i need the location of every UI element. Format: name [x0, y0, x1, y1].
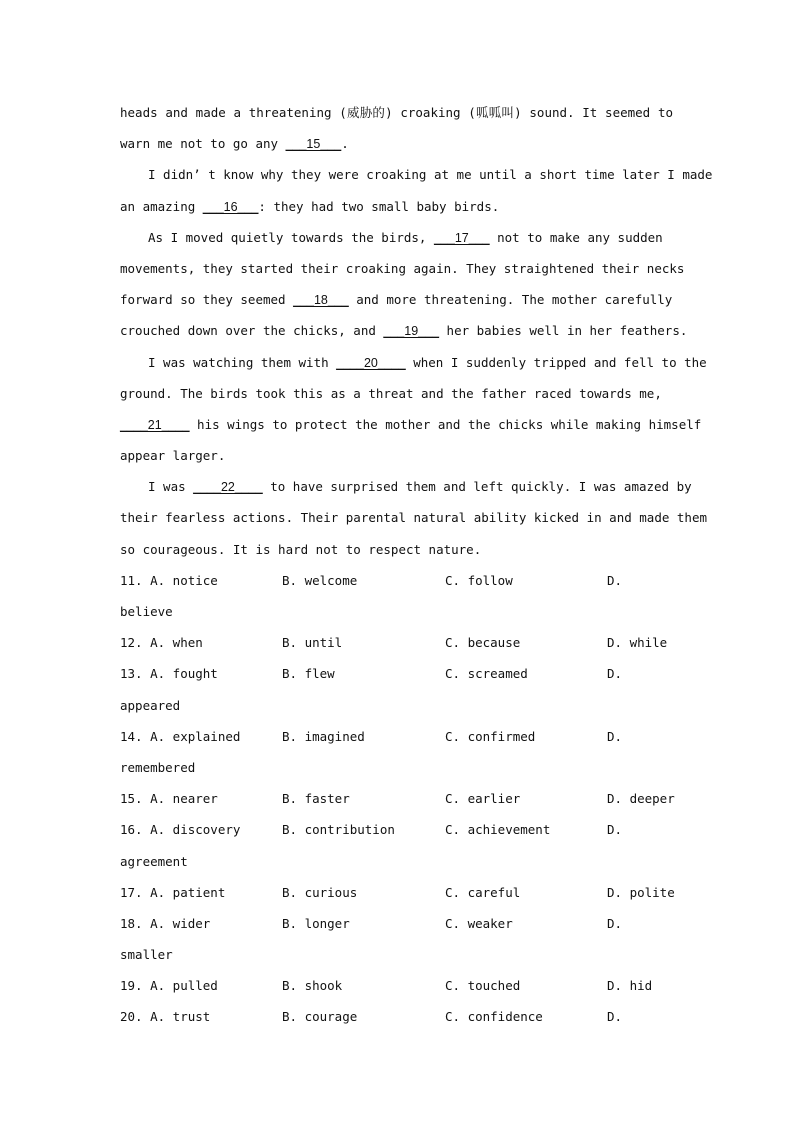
passage-line: heads and made a threatening (威胁的) croaking (呱呱叫) sound. It seemed to: [120, 105, 673, 120]
blank-22: ____22____: [193, 480, 263, 495]
option-a: 11. A. notice: [120, 572, 218, 588]
blank-16: ___16___: [202, 199, 259, 214]
question-list: [120, 568, 680, 1036]
question-row: [120, 661, 680, 692]
option-d: D. polite: [607, 884, 675, 900]
option-c: C. earlier: [445, 791, 521, 807]
option-c: C. screamed: [445, 666, 528, 682]
option-d: D.: [607, 728, 623, 744]
question-row: [120, 817, 680, 848]
option-d: D.: [607, 666, 623, 682]
option-d: D.: [607, 1009, 623, 1025]
option-a: 19. A. pulled: [120, 978, 218, 994]
question-row: [120, 880, 680, 911]
passage-line: crouched down over the chicks, and ___19___ her babies well in her feathers.: [120, 323, 688, 339]
option-a: 18. A. wider: [120, 915, 211, 931]
question-row: [120, 1004, 680, 1035]
option-a: 16. A. discovery: [120, 822, 241, 838]
option-a: 20. A. trust: [120, 1009, 211, 1025]
passage-line: movements, they started their croaking again. They straightened their necks: [120, 260, 685, 276]
option-b: B. longer: [282, 915, 350, 931]
option-d: D.: [607, 915, 623, 931]
passage-line: I didn’ t know why they were croaking at me until a short time later I made: [148, 167, 713, 183]
option-b: B. curious: [282, 884, 358, 900]
option-c: C. touched: [445, 978, 521, 994]
question-row: [120, 568, 680, 599]
blank-18: ___18___: [293, 293, 349, 308]
option-c: C. follow: [445, 572, 513, 588]
question-row: [120, 630, 680, 661]
blank-20: ____20____: [336, 355, 406, 370]
option-d-wrap: agreement: [120, 853, 188, 869]
passage-line: I was ____22____ to have surprised them and left quickly. I was amazed by: [148, 479, 692, 495]
question-row: [120, 911, 680, 942]
option-c: C. because: [445, 635, 521, 651]
option-d: D. deeper: [607, 791, 675, 807]
option-d-wrap: remembered: [120, 759, 196, 775]
option-c: C. confidence: [445, 1009, 543, 1025]
passage-line: so courageous. It is hard not to respect nature.: [120, 541, 482, 557]
option-a: 17. A. patient: [120, 884, 226, 900]
question-row: [120, 724, 680, 755]
passage-line: I was watching them with ____20____ when I suddenly tripped and fell to the: [148, 354, 707, 370]
passage: [120, 100, 713, 568]
option-a: 15. A. nearer: [120, 791, 218, 807]
blank-19: ___19___: [383, 324, 440, 339]
blank-17: ___17___: [433, 230, 490, 245]
option-d-wrap: smaller: [120, 947, 173, 963]
option-a: 12. A. when: [120, 635, 203, 651]
passage-line: ____21____ his wings to protect the mother and the chicks while making himself: [120, 416, 702, 432]
option-d: D. hid: [607, 978, 653, 994]
passage-line: appear larger.: [120, 448, 226, 464]
option-a: 13. A. fought: [120, 666, 218, 682]
option-c: C. careful: [445, 884, 521, 900]
option-d: D.: [607, 822, 623, 838]
option-b: B. faster: [282, 791, 350, 807]
option-d: D. while: [607, 635, 668, 651]
option-d-wrap: believe: [120, 604, 173, 619]
option-b: B. imagined: [282, 728, 365, 744]
passage-line: their fearless actions. Their parental natural ability kicked in and made them: [120, 510, 707, 526]
passage-line: an amazing ___16___: they had two small baby birds.: [120, 198, 500, 214]
option-c: C. confirmed: [445, 728, 536, 744]
option-b: B. courage: [282, 1009, 358, 1025]
passage-line: ground. The birds took this as a threat and the father raced towards me,: [120, 385, 662, 401]
option-d: D.: [607, 572, 623, 588]
option-a: 14. A. explained: [120, 728, 241, 744]
passage-line: warn me not to go any ___15___.: [120, 136, 349, 152]
blank-21: ____21____: [120, 417, 190, 432]
blank-15: ___15___: [285, 137, 342, 152]
option-b: B. welcome: [282, 572, 358, 588]
option-b: B. contribution: [282, 822, 395, 838]
option-c: C. achievement: [445, 822, 551, 838]
document-page: [120, 100, 713, 1036]
option-b: B. shook: [282, 978, 343, 994]
passage-line: forward so they seemed ___18___ and more threatening. The mother carefully: [120, 292, 673, 308]
option-d-wrap: appeared: [120, 697, 181, 713]
question-row: [120, 973, 680, 1004]
option-b: B. flew: [282, 666, 335, 682]
passage-line: As I moved quietly towards the birds, ___17___ not to make any sudden: [148, 229, 663, 245]
option-c: C. weaker: [445, 915, 513, 931]
option-b: B. until: [282, 635, 343, 651]
question-row: [120, 786, 680, 817]
